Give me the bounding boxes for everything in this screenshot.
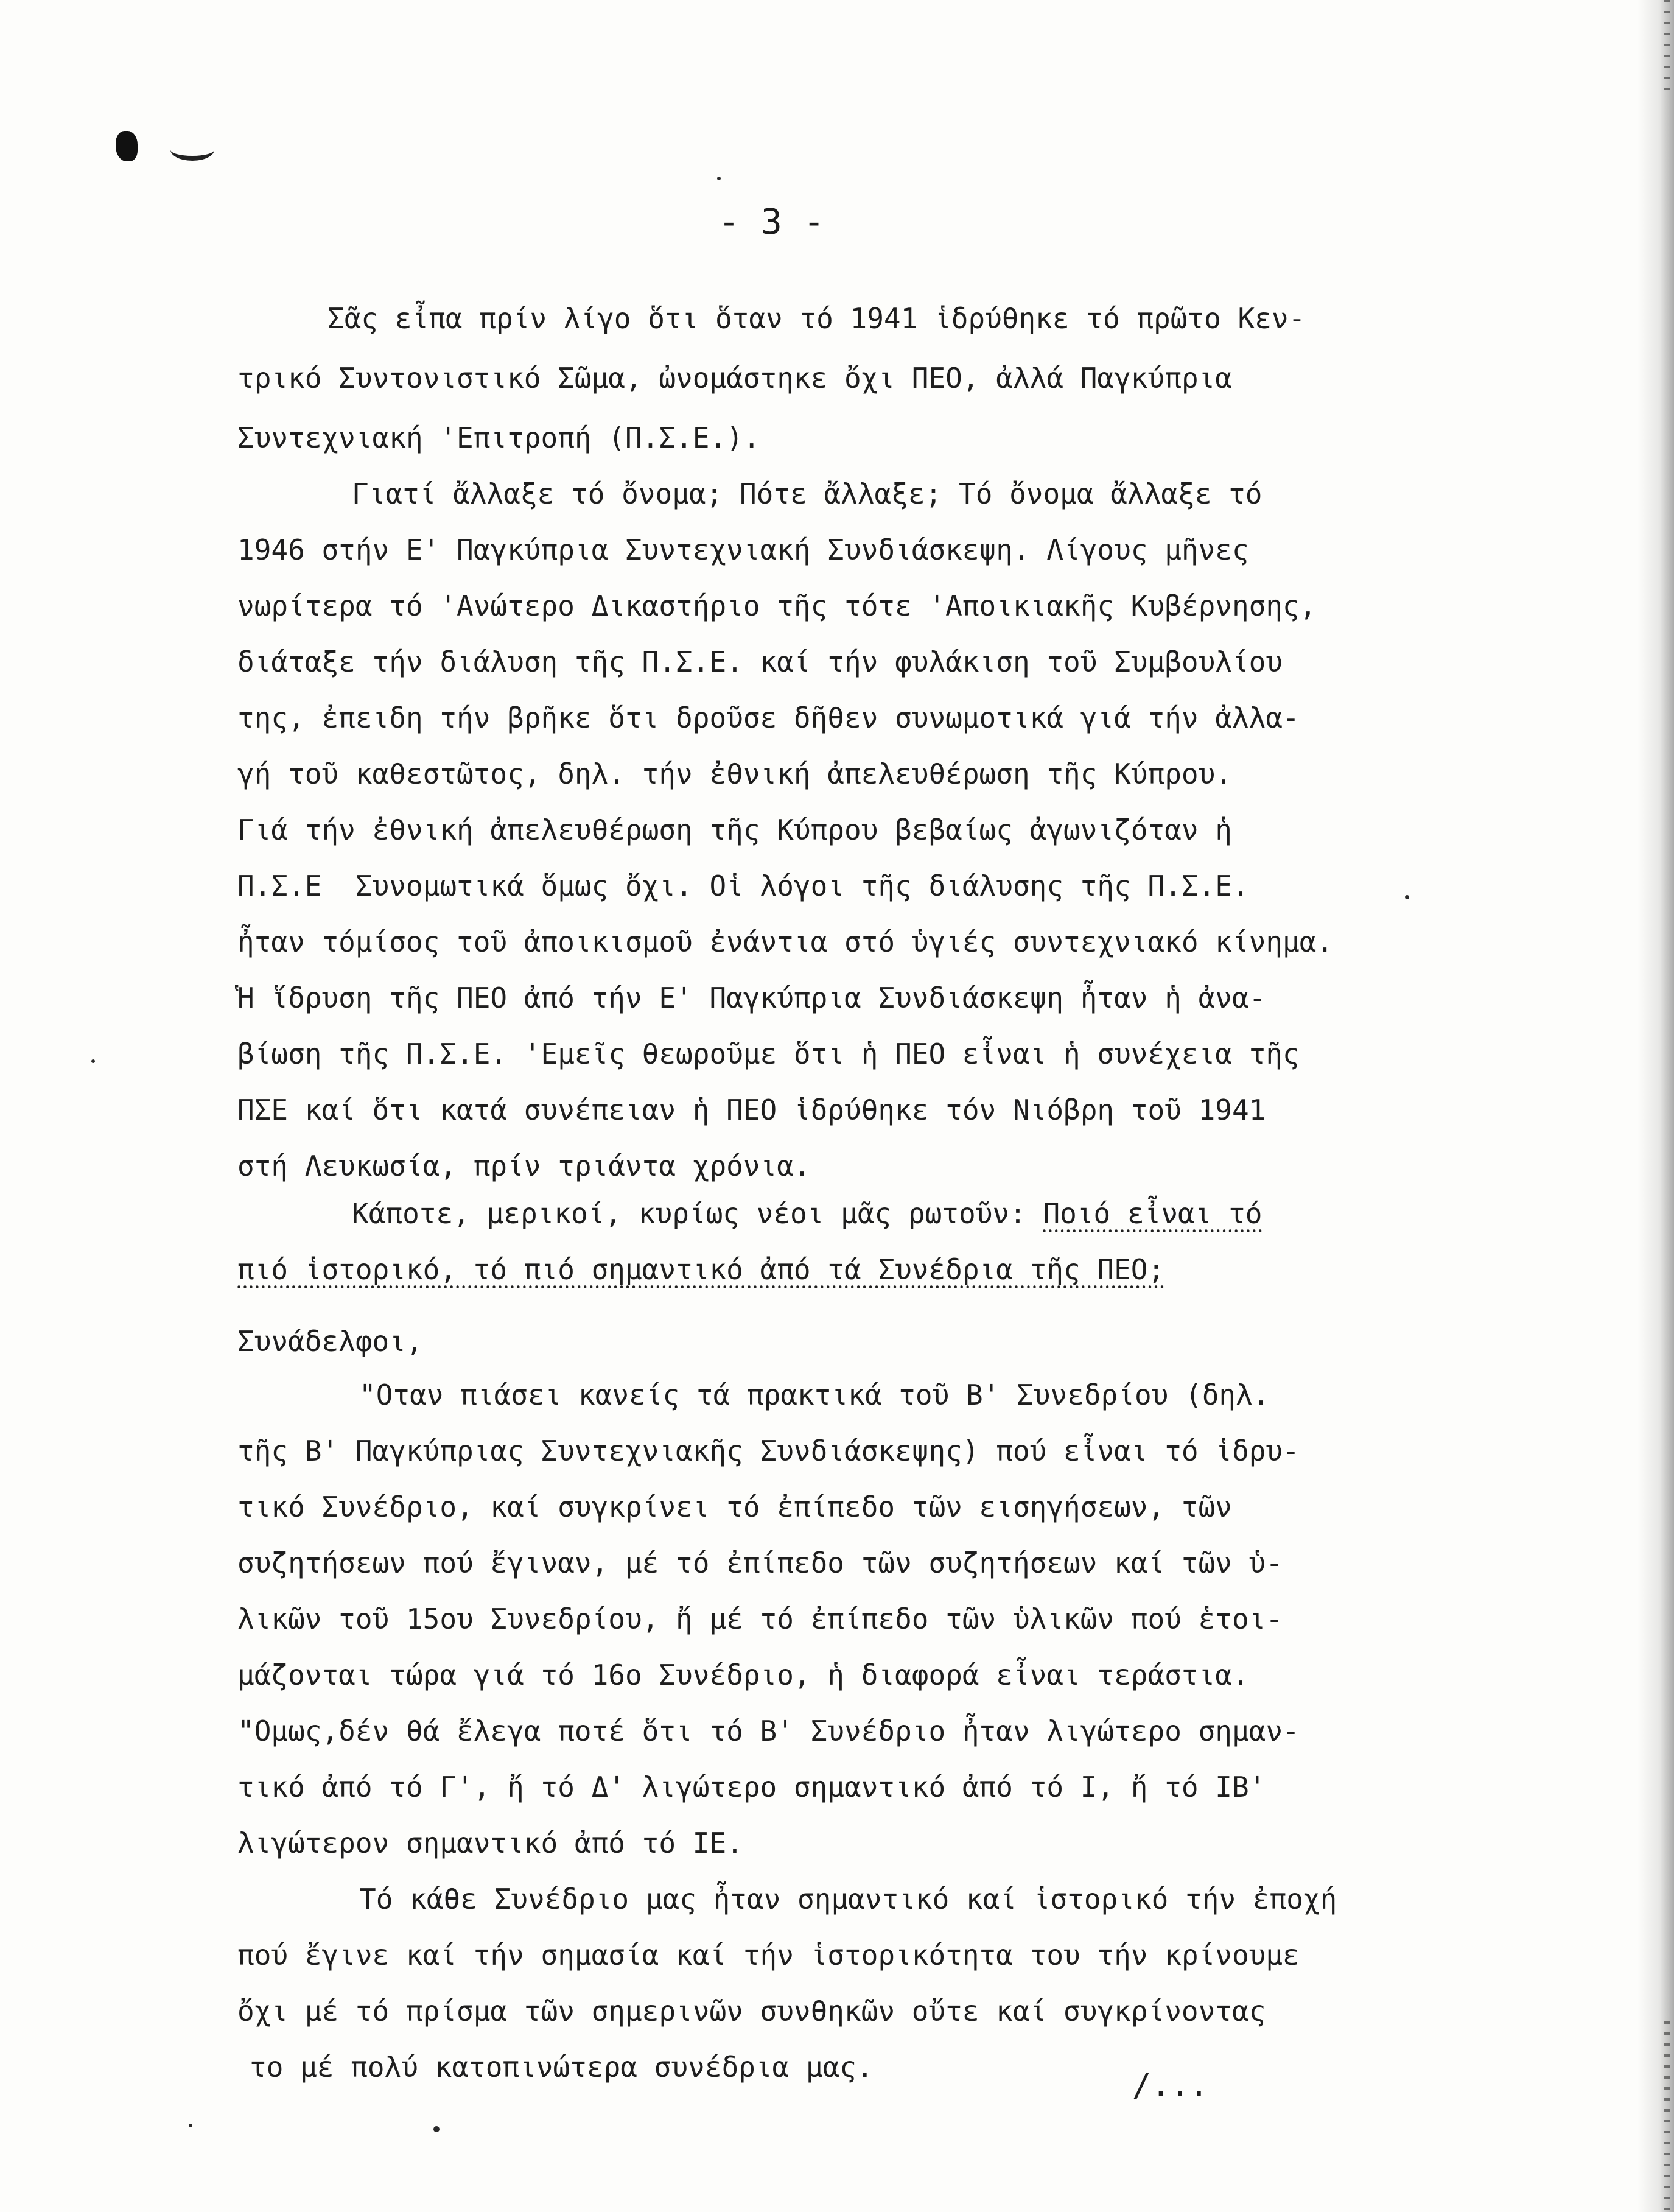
text-line: Π.Σ.Ε Συνομωτικά ὅμως ὄχι. Οἱ λόγοι τῆς διάλυσης τῆς Π.Σ.Ε.	[237, 869, 1249, 902]
scan-speck	[717, 177, 721, 180]
underlined-question: Ποιό εἶναι τό	[1043, 1197, 1263, 1230]
text-run: Κάποτε, μερικοί, κυρίως νέοι μᾶς ρωτοῦν:	[352, 1197, 1043, 1230]
text-line: στή Λευκωσία, πρίν τριάντα χρόνια.	[237, 1150, 811, 1182]
scan-edge-shadow	[1637, 0, 1674, 2212]
scan-speck	[1405, 895, 1409, 899]
salutation: Συνάδελφοι,	[237, 1325, 423, 1358]
continuation-mark: /...	[1132, 2067, 1209, 2104]
text-line: λιγώτερον σημαντικό ἀπό τό ΙΕ.	[237, 1827, 743, 1859]
text-line: νωρίτερα τό 'Ανώτερο Δικαστήριο τῆς τότε 'Αποικιακῆς Κυβέρνησης,	[237, 589, 1317, 622]
text-line: ἦταν τόμίσος τοῦ ἀποικισμοῦ ἐνάντια στό ὑγιές συντεχνιακό κίνημα.	[237, 925, 1334, 958]
text-line: Συντεχνιακή 'Επιτροπή (Π.Σ.Ε.).	[237, 421, 760, 454]
text-line: τρικό Συντονιστικό Σῶμα, ὠνομάστηκε ὄχι ΠΕΟ, ἀλλά Παγκύπρια	[237, 362, 1232, 395]
binder-punch-mark	[116, 131, 138, 161]
text-line: 1946 στήν Ε' Παγκύπρια Συντεχνιακή Συνδιάσκεψη. Λίγους μῆνες	[237, 533, 1249, 566]
text-line	[352, 1197, 1263, 1230]
text-line: τικό Συνέδριο, καί συγκρίνει τό ἐπίπεδο τῶν εισηγήσεων, τῶν	[237, 1490, 1232, 1523]
text-line: τῆς Β' Παγκύπριας Συντεχνιακῆς Συνδιάσκεψης) πού εἶναι τό ἱδρυ-	[237, 1434, 1300, 1467]
text-line: τικό ἀπό τό Γ', ἤ τό Δ' λιγώτερο σημαντικό ἀπό τό Ι, ἤ τό ΙΒ'	[237, 1771, 1266, 1803]
text-line: μάζονται τώρα γιά τό 16ο Συνέδριο, ἡ διαφορά εἶναι τεράστια.	[237, 1659, 1249, 1691]
text-line: πού ἔγινε καί τήν σημασία καί τήν ἱστορικότητα του τήν κρίνουμε	[237, 1939, 1300, 1971]
text-line: "Ομως,δέν θά ἔλεγα ποτέ ὅτι τό Β' Συνέδριο ἦταν λιγώτερο σημαν-	[237, 1715, 1300, 1747]
scan-edge-speckle	[1664, 0, 1670, 97]
text-line: της, ἐπειδη τήν βρῆκε ὅτι δροῦσε δῆθεν συνωμοτικά γιά τήν ἀλλα-	[237, 701, 1300, 734]
text-line: Γιατί ἄλλαξε τό ὄνομα; Πότε ἄλλαξε; Τό ὄνομα ἄλλαξε τό	[352, 477, 1263, 510]
binder-punch-mark	[170, 139, 214, 161]
text-line: διάταξε τήν διάλυση τῆς Π.Σ.Ε. καί τήν φυλάκιση τοῦ Συμβουλίου	[237, 645, 1283, 678]
underlined-question: πιό ἱστορικό, τό πιό σημαντικό ἀπό τά Συνέδρια τῆς ΠΕΟ;	[237, 1253, 1165, 1286]
text-line: συζητήσεων πού ἔγιναν, μέ τό ἐπίπεδο τῶν συζητήσεων καί τῶν ὑ-	[237, 1547, 1283, 1579]
scan-speck	[91, 1059, 95, 1063]
text-line: το μέ πολύ κατοπινώτερα συνέδρια μας.	[250, 2051, 874, 2084]
text-line: λικῶν τοῦ 15ου Συνεδρίου, ἤ μέ τό ἐπίπεδο τῶν ὑλικῶν πού ἑτοι-	[237, 1603, 1283, 1635]
page-number: - 3 -	[718, 201, 825, 242]
text-line: Γιά τήν ἐθνική ἀπελευθέρωση τῆς Κύπρου βεβαίως ἀγωνιζόταν ἡ	[237, 813, 1232, 846]
text-line: Ἡ ἵδρυση τῆς ΠΕΟ ἀπό τήν Ε' Παγκύπρια Συνδιάσκεψη ἦταν ἡ ἀνα-	[237, 981, 1266, 1014]
text-line: ὄχι μέ τό πρίσμα τῶν σημερινῶν συνθηκῶν οὔτε καί συγκρίνοντας	[237, 1995, 1266, 2028]
scan-speck	[433, 2126, 440, 2132]
text-line: γή τοῦ καθεστῶτος, δηλ. τήν ἐθνική ἀπελευθέρωση τῆς Κύπρου.	[237, 757, 1232, 790]
text-line: βίωση τῆς Π.Σ.Ε. 'Εμεῖς θεωροῦμε ὅτι ἡ ΠΕΟ εἶναι ἡ συνέχεια τῆς	[237, 1038, 1300, 1070]
text-line: Τό κάθε Συνέδριο μας ἦταν σημαντικό καί ἱστορικό τήν ἐποχή	[359, 1883, 1337, 1915]
scan-edge-speckle	[1664, 2021, 1670, 2212]
text-line: Σᾶς εἶπα πρίν λίγο ὅτι ὅταν τό 1941 ἱδρύθηκε τό πρῶτο Κεν-	[327, 302, 1306, 335]
text-line: "Οταν πιάσει κανείς τά πρακτικά τοῦ Β' Συνεδρίου (δηλ.	[359, 1378, 1270, 1411]
text-line: ΠΣΕ καί ὅτι κατά συνέπειαν ἡ ΠΕΟ ἱδρύθηκε τόν Νιόβρη τοῦ 1941	[237, 1094, 1266, 1126]
scan-speck	[189, 2124, 192, 2127]
